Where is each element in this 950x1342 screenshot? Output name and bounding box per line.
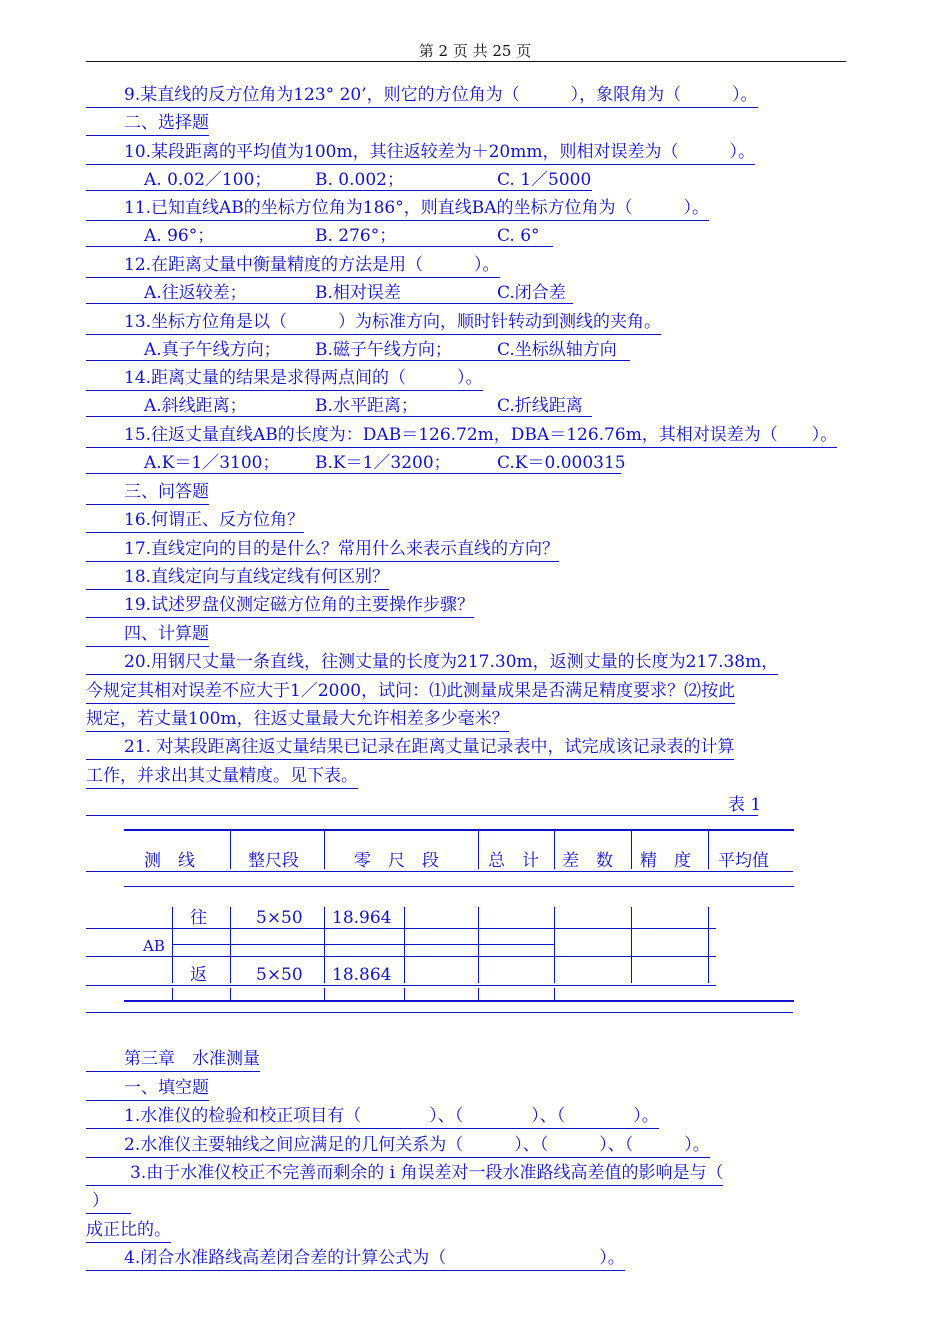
chapter-3-section bbox=[86, 1077, 209, 1101]
question-11-text: 11.已知直线AB的坐标方位角为186°，则直线BA的坐标方位角为（ ）。 bbox=[86, 197, 709, 221]
table-row-back-dir: 返 bbox=[190, 965, 207, 985]
question-17 bbox=[86, 538, 559, 562]
chapter-3-q2-text: 2.水准仪主要轴线之间应满足的几何关系为（ ）、（ ）、（ ）。 bbox=[86, 1134, 710, 1158]
table-caption-underline bbox=[86, 815, 758, 816]
q11-option-c: C. 6° bbox=[497, 226, 540, 246]
table-divider bbox=[554, 907, 555, 983]
table-divider bbox=[172, 907, 173, 983]
question-9 bbox=[86, 84, 758, 108]
q13-option-a: A.真子午线方向； bbox=[144, 340, 281, 360]
question-10-text: 10.某段距离的平均值为100m，其往返较差为＋20mm，则相对误差为（ ）。 bbox=[86, 141, 755, 165]
question-13 bbox=[86, 311, 661, 335]
table-row-back-whole: 5×50 bbox=[256, 965, 303, 985]
table-divider bbox=[324, 831, 325, 869]
chapter-3-title-text: 第三章 水准测量 bbox=[86, 1048, 260, 1072]
table-divider bbox=[708, 831, 709, 869]
table-row-forward-dir: 往 bbox=[190, 908, 207, 928]
table-divider bbox=[172, 988, 173, 1000]
table-divider bbox=[631, 907, 632, 983]
question-12-text: 12.在距离丈量中衡量精度的方法是用（ ）。 bbox=[86, 254, 500, 278]
table-header-bottom-rule bbox=[124, 886, 794, 887]
chapter-3-q3-line3 bbox=[86, 1219, 171, 1243]
q11-option-a: A. 96°； bbox=[144, 226, 215, 246]
q10-option-b: B. 0.002； bbox=[315, 170, 404, 190]
section-qa-text: 三、问答题 bbox=[86, 481, 209, 505]
chapter-3-q3-line3-text: 成正比的。 bbox=[86, 1219, 171, 1243]
question-19-text: 19.试述罗盘仪测定磁方位角的主要操作步骤？ bbox=[86, 594, 474, 618]
section-choice-text: 二、选择题 bbox=[86, 112, 209, 136]
question-12 bbox=[86, 254, 500, 278]
section-calc bbox=[86, 623, 209, 647]
chapter-3-q3-line1 bbox=[86, 1162, 723, 1186]
question-14-text: 14.距离丈量的结果是求得两点间的（ ）。 bbox=[86, 367, 483, 391]
q15-option-b: B.K＝1／3200； bbox=[315, 453, 451, 473]
question-18 bbox=[86, 566, 389, 590]
q11-option-b: B. 276°； bbox=[315, 226, 397, 246]
table-divider bbox=[230, 831, 231, 869]
question-15-text: 15.往返丈量直线AB的长度为：DAB＝126.72m，DBA＝126.76m，其相对误差为（ ）。 bbox=[86, 424, 837, 448]
question-21-line1-text: 21. 对某段距离往返丈量结果已记录在距离丈量记录表中，试完成该记录表的计算 bbox=[86, 736, 734, 760]
chapter-3-q3-line1-text: 3.由于水准仪校正不完善而剩余的 i 角误差对一段水准路线高差值的影响是与（ bbox=[86, 1162, 723, 1186]
table-header-underline bbox=[86, 871, 793, 872]
q12-option-a: A.往返较差； bbox=[144, 283, 247, 303]
section-qa bbox=[86, 481, 209, 505]
section-calc-text: 四、计算题 bbox=[86, 623, 209, 647]
question-16-text: 16.何谓正、反方位角？ bbox=[86, 509, 304, 533]
table-row-back-underline bbox=[86, 985, 716, 986]
question-19 bbox=[86, 594, 474, 618]
q15-option-a: A.K＝1／3100； bbox=[144, 453, 280, 473]
table-divider bbox=[478, 988, 479, 1000]
table-divider bbox=[554, 831, 555, 869]
chapter-3-q2 bbox=[86, 1134, 710, 1158]
table-caption: 表 1 bbox=[728, 795, 762, 815]
table-header-line: 测 线 bbox=[144, 851, 195, 871]
table-header-average: 平均值 bbox=[718, 851, 769, 871]
table-line-name: AB bbox=[143, 937, 165, 955]
page-header: 第 2 页 共 25 页 bbox=[418, 42, 532, 60]
table-top-rule bbox=[124, 829, 794, 831]
question-20-line3-text: 规定，若丈量100m，往返丈量最大允许相差多少毫米？ bbox=[86, 708, 509, 732]
table-divider bbox=[631, 831, 632, 869]
table-divider bbox=[708, 907, 709, 983]
header-rule bbox=[86, 61, 846, 62]
table-mid-rule bbox=[172, 944, 554, 945]
table-header-precision: 精 度 bbox=[640, 851, 691, 871]
table-divider bbox=[324, 988, 325, 1000]
q13-option-b: B.磁子午线方向； bbox=[315, 340, 452, 360]
q13-option-c: C.坐标纵轴方向 bbox=[497, 340, 617, 360]
table-bottom-rule bbox=[124, 1000, 794, 1002]
q14-option-b: B.水平距离； bbox=[315, 396, 418, 416]
table-header-whole: 整尺段 bbox=[248, 851, 299, 871]
chapter-3-section-text: 一、填空题 bbox=[86, 1077, 209, 1101]
chapter-3-q3-line2-text: ） bbox=[86, 1190, 131, 1214]
chapter-3-title bbox=[86, 1048, 260, 1072]
table-header-diff: 差 数 bbox=[562, 851, 613, 871]
table-divider bbox=[404, 988, 405, 1000]
question-11 bbox=[86, 197, 709, 221]
table-divider bbox=[404, 907, 405, 983]
q12-option-b: B.相对误差 bbox=[315, 283, 401, 303]
question-20-line2-text: 今规定其相对误差不应大于1／2000，试问：⑴此测量成果是否满足精度要求？⑵按此 bbox=[86, 680, 735, 704]
question-14 bbox=[86, 367, 483, 391]
question-18-text: 18.直线定向与直线定线有何区别？ bbox=[86, 566, 389, 590]
q14-option-c: C.折线距离 bbox=[497, 396, 583, 416]
chapter-3-q3-line2 bbox=[86, 1190, 131, 1214]
table-row-forward-zero: 18.964 bbox=[332, 908, 392, 928]
q12-option-c: C.闭合差 bbox=[497, 283, 566, 303]
table-divider bbox=[478, 907, 479, 983]
chapter-3-q1-text: 1.水准仪的检验和校正项目有（ ）、（ ）、（ ）。 bbox=[86, 1105, 659, 1129]
q10-option-c: C. 1／5000 bbox=[497, 170, 592, 190]
chapter-3-q4-text: 4.闭合水准路线高差闭合差的计算公式为（ ）。 bbox=[86, 1247, 625, 1271]
question-20-line1-text: 20.用钢尺丈量一条直线，往测丈量的长度为217.30m，返测丈量的长度为217.38m， bbox=[86, 651, 778, 675]
table-row-forward-underline bbox=[86, 928, 716, 929]
table-row-forward-whole: 5×50 bbox=[256, 908, 303, 928]
question-21-line1 bbox=[86, 736, 734, 760]
chapter-3-q1 bbox=[86, 1105, 659, 1129]
question-20-line3 bbox=[86, 708, 509, 732]
table-bottom-underline bbox=[86, 1012, 793, 1013]
question-9-text: 9.某直线的反方位角为123° 20’，则它的方位角为（ ），象限角为（ ）。 bbox=[86, 84, 758, 108]
table-divider bbox=[324, 907, 325, 983]
question-21-line2 bbox=[86, 765, 358, 789]
question-16 bbox=[86, 509, 304, 533]
table-header-zero: 零 尺 段 bbox=[354, 851, 439, 871]
question-20-line1 bbox=[86, 651, 778, 675]
table-divider bbox=[478, 831, 479, 869]
section-choice bbox=[86, 112, 209, 136]
q10-option-a: A. 0.02／100； bbox=[144, 170, 272, 190]
question-20-line2 bbox=[86, 680, 735, 704]
table-divider bbox=[230, 988, 231, 1000]
table-divider bbox=[554, 988, 555, 1000]
question-10 bbox=[86, 141, 755, 165]
question-17-text: 17.直线定向的目的是什么？常用什么来表示直线的方向？ bbox=[86, 538, 559, 562]
table-mid-underline bbox=[86, 956, 716, 957]
q14-option-a: A.斜线距离； bbox=[144, 396, 247, 416]
question-15 bbox=[86, 424, 837, 448]
chapter-3-q4 bbox=[86, 1247, 625, 1271]
table-row-back-zero: 18.864 bbox=[332, 965, 392, 985]
question-21-line2-text: 工作，并求出其丈量精度。见下表。 bbox=[86, 765, 358, 789]
question-13-text: 13.坐标方位角是以（ ）为标准方向，顺时针转动到测线的夹角。 bbox=[86, 311, 661, 335]
table-header-total: 总 计 bbox=[488, 851, 539, 871]
q15-option-c: C.K＝0.000315 bbox=[497, 453, 626, 473]
table-divider bbox=[230, 907, 231, 983]
